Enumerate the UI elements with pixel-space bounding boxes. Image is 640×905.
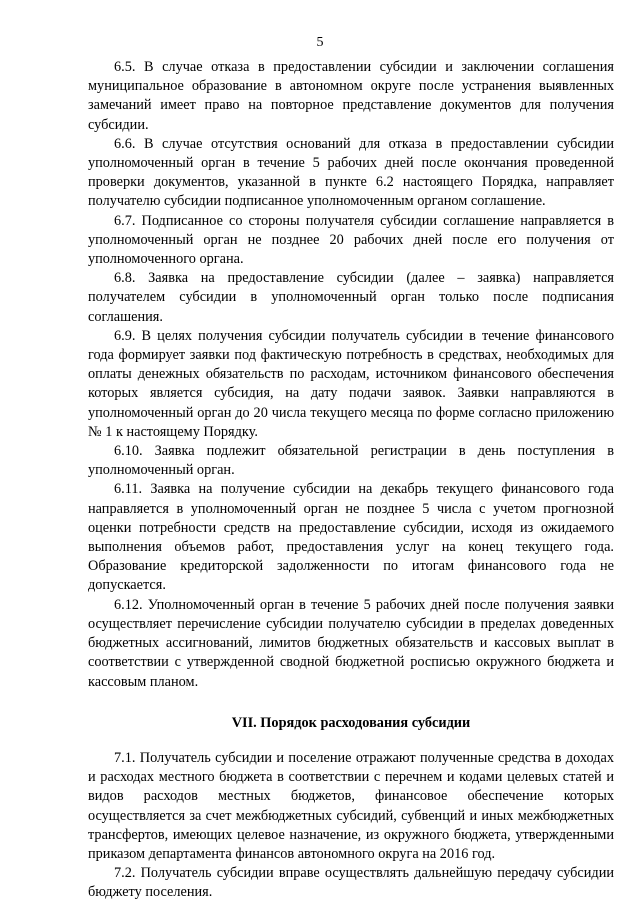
paragraph-6-10: 6.10. Заявка подлежит обязательной регистрации в день поступления в уполномоченный орган. (88, 443, 614, 479)
page-number: 5 (316, 35, 324, 50)
document-body (88, 58, 614, 903)
paragraph-6-8: 6.8. Заявка на предоставление субсидии (далее – заявка) направляется получателем субсидии в уполномоченный орган только после подписания соглашения. (88, 270, 614, 325)
paragraph-6-5: 6.5. В случае отказа в предоставлении субсидии и заключении соглашения муниципальное образование в автономном округе после устранения выявленных замечаний имеет право на повторное представление документов для получения субсидии. (88, 59, 614, 133)
section-heading: VII. Порядок расходования субсидии (231, 714, 471, 731)
paragraph-6-9: 6.9. В целях получения субсидии получатель субсидии в течение финансового года формирует заявки под фактическую потребность в средствах, необходимых для оплаты денежных обязательств по расходам, источником финансового обеспечения которых является субсидия, на дату подачи заявок. Заявки направляются в уполномоченный орган до 20 числа текущего месяца по форме согласно приложению № 1 к настоящему Порядку. (88, 327, 614, 440)
paragraph-6-11: 6.11. Заявка на получение субсидии на декабрь текущего финансового года направляется в уполномоченный орган не позднее 5 числа с учетом прогнозной оценки потребности средств на предоставление субсидии, исходя из ожидаемого выполнения объемов работ, предоставления услуг на конец текущего года. Образование кредиторской задолженности по итогам финансового года не допускается. (88, 481, 614, 594)
paragraph-7-1: 7.1. Получатель субсидии и поселение отражают полученные средства в доходах и расходах местного бюджета в соответствии с перечнем и кодами целевых статей и видов расходов местных бюджетов, финансовое обеспечение которых осуществляется за счет межбюджетных субсидий, субвенций и иных межбюджетных трансфертов, имеющих целевое назначение, из окружного бюджета, утвержденными приказом департамента финансов автономного округа на 2016 год. (88, 749, 614, 862)
paragraph-6-12: 6.12. Уполномоченный орган в течение 5 рабочих дней после получения заявки осуществляет перечисление субсидии получателю субсидии в пределах доведенных бюджетных ассигнований, лимитов бюджетных обязательств и кассовых выплат в соответствии с утвержденной сводной бюджетной росписью окружного бюджета и кассовым планом. (88, 596, 614, 690)
paragraph-6-6: 6.6. В случае отсутствия оснований для отказа в предоставлении субсидии уполномоченный орган в течение 5 рабочих дней после окончания проведенной проверки документов, указанной в пункте 6.2 настоящего Порядка, направляет получателю субсидии подписанное уполномоченным органом соглашение. (88, 135, 614, 210)
paragraph-6-7: 6.7. Подписанное со стороны получателя субсидии соглашение направляется в уполномоченный орган не позднее 20 рабочих дней после его получения от уполномоченного органа. (88, 212, 614, 268)
paragraph-7-2: 7.2. Получатель субсидии вправе осуществлять дальнейшую передачу субсидии бюджету поселения. (88, 865, 614, 901)
